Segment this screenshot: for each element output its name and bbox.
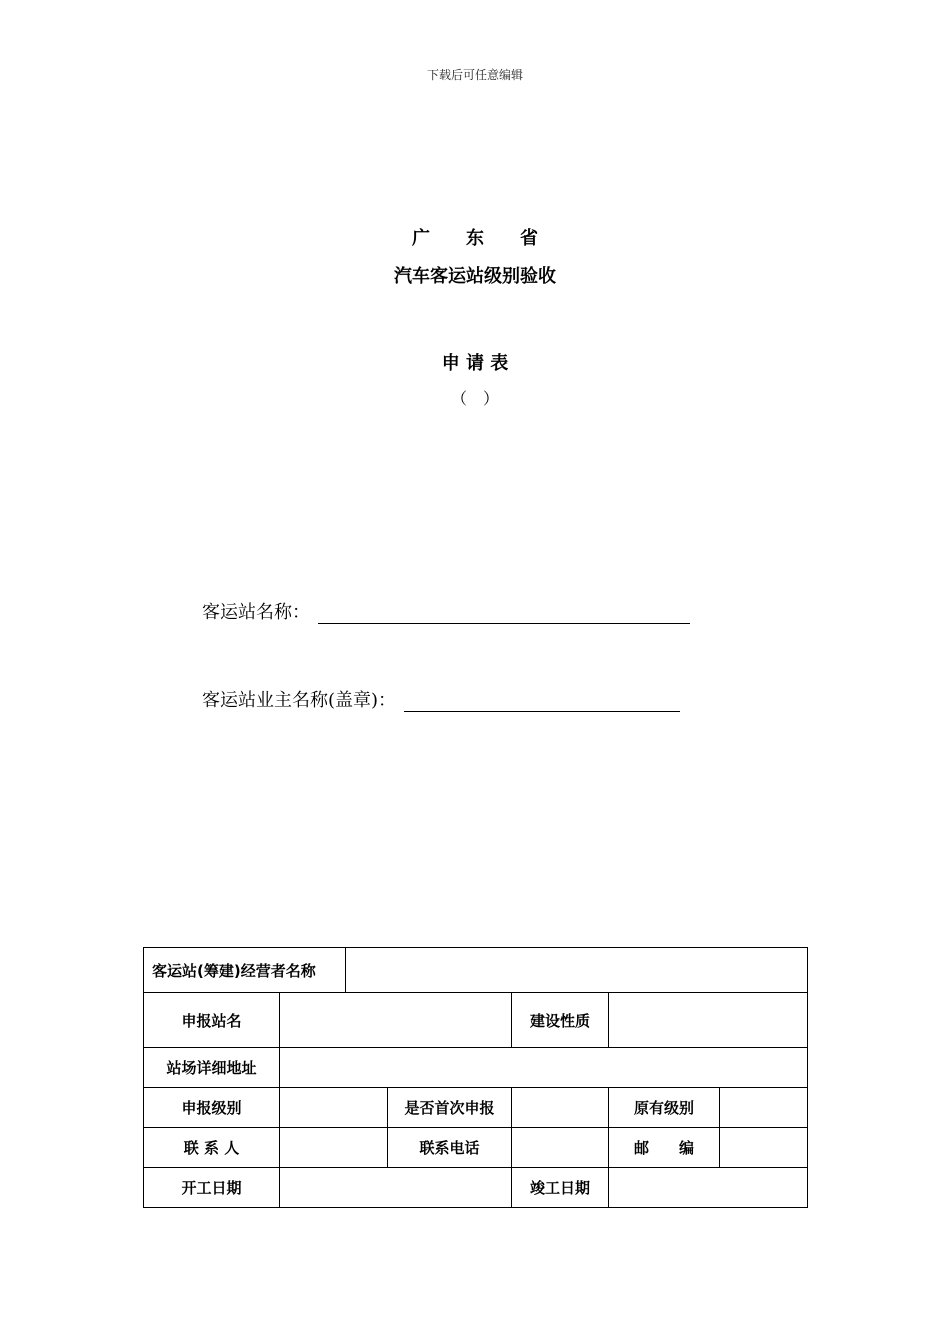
title-main: 汽车客运站级别验收 bbox=[394, 266, 556, 287]
table-row bbox=[144, 1128, 808, 1168]
start-date-cell[interactable] bbox=[280, 1168, 512, 1208]
station-name-underline[interactable] bbox=[318, 605, 690, 624]
first-apply-label: 是否首次申报 bbox=[388, 1088, 512, 1128]
construction-type-cell[interactable] bbox=[609, 993, 808, 1048]
apply-level-label: 申报级别 bbox=[144, 1088, 280, 1128]
contact-label: 联 系 人 bbox=[144, 1128, 280, 1168]
station-owner-underline[interactable] bbox=[404, 693, 680, 712]
header-note: 下载后可任意编辑 bbox=[426, 68, 523, 82]
operator-name-cell[interactable] bbox=[346, 948, 808, 993]
phone-cell[interactable] bbox=[512, 1128, 609, 1168]
construction-type-label: 建设性质 bbox=[512, 993, 609, 1048]
title-form: 申 请 表 bbox=[441, 353, 509, 374]
station-owner-label: 客运站业主名称(盖章)： bbox=[202, 690, 397, 711]
postcode-label: 邮 编 bbox=[609, 1128, 720, 1168]
table-row bbox=[144, 948, 808, 993]
station-name-cell[interactable] bbox=[280, 993, 512, 1048]
table-row bbox=[144, 1168, 808, 1208]
application-table bbox=[143, 947, 808, 1208]
completion-date-cell[interactable] bbox=[609, 1168, 808, 1208]
apply-level-cell[interactable] bbox=[280, 1088, 388, 1128]
station-name-field bbox=[202, 598, 690, 624]
title-paren: （ ） bbox=[450, 389, 499, 408]
contact-cell[interactable] bbox=[280, 1128, 388, 1168]
table-row bbox=[144, 1048, 808, 1088]
address-label: 站场详细地址 bbox=[144, 1048, 280, 1088]
operator-name-label: 客运站(筹建)经营者名称 bbox=[144, 948, 346, 993]
station-name-label: 客运站名称： bbox=[202, 602, 310, 623]
address-cell[interactable] bbox=[280, 1048, 808, 1088]
first-apply-cell[interactable] bbox=[512, 1088, 609, 1128]
original-level-label: 原有级别 bbox=[609, 1088, 720, 1128]
phone-label: 联系电话 bbox=[388, 1128, 512, 1168]
table-row bbox=[144, 993, 808, 1048]
station-name-label-cell: 申报站名 bbox=[144, 993, 280, 1048]
original-level-cell[interactable] bbox=[720, 1088, 808, 1128]
table-row bbox=[144, 1088, 808, 1128]
title-province: 广 东 省 bbox=[412, 228, 538, 249]
completion-date-label: 竣工日期 bbox=[512, 1168, 609, 1208]
station-owner-field bbox=[202, 686, 680, 712]
postcode-cell[interactable] bbox=[720, 1128, 808, 1168]
start-date-label: 开工日期 bbox=[144, 1168, 280, 1208]
